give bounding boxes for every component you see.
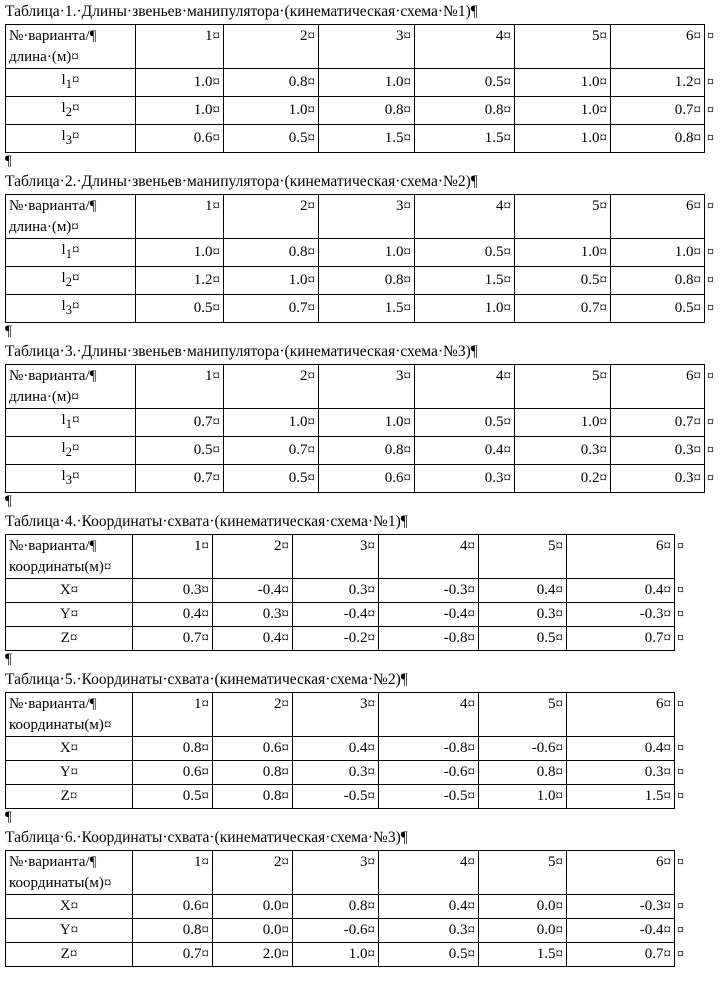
table-row [6, 579, 692, 603]
row-label-subscript: 3 [65, 133, 72, 147]
table-cell: -0.3¤ [567, 895, 675, 919]
table-cell: 0.8¤ [319, 437, 415, 465]
row-label: Z¤ [6, 627, 133, 651]
header-row [6, 195, 722, 239]
table-cell: 0.5¤ [136, 295, 224, 323]
table-cell: 0.0¤ [479, 919, 567, 943]
table-cell: 0.5¤ [224, 465, 319, 493]
table-cell: 0.6¤ [319, 465, 415, 493]
header-label-cell [6, 25, 136, 69]
column-header: 4¤ [379, 535, 479, 579]
header-label-line2: координаты(м)¤ [9, 559, 112, 575]
row-end-mark: ¤ [707, 471, 714, 486]
paragraph-mark: ¶ [5, 493, 12, 509]
column-header: 3¤ [319, 25, 415, 69]
table-cell: 0.5¤ [415, 409, 515, 437]
paragraph-mark: ¶ [5, 323, 12, 339]
table-cell: 0.4¤ [293, 737, 379, 761]
table-cell: 0.8¤ [293, 895, 379, 919]
header-row [6, 535, 692, 579]
table-cell: 0.2¤ [515, 465, 611, 493]
table-title: Таблица·6.·Координаты·схвата·(кинематическая·схема·№3)¶ [5, 829, 408, 846]
row-label: X¤ [6, 895, 133, 919]
row-label-cell-mark: ¤ [71, 412, 80, 428]
table-row [6, 295, 722, 323]
table-cell: 0.4¤ [415, 437, 515, 465]
table-row [6, 603, 692, 627]
header-row [6, 365, 722, 409]
row-end-mark: ¤ [707, 103, 714, 118]
table-cell: -0.4¤ [293, 603, 379, 627]
row-label: X¤ [6, 737, 133, 761]
table-cell: 2.0¤ [213, 943, 293, 967]
table-row [6, 409, 722, 437]
table-cell: 1.0¤ [136, 239, 224, 267]
column-header: 6¤ [611, 195, 705, 239]
table-cell: -0.3¤ [567, 603, 675, 627]
column-header: 2¤ [213, 535, 293, 579]
row-end-mark: ¤ [707, 273, 714, 288]
column-header: 6¤ [611, 365, 705, 409]
table-cell: 0.7¤ [224, 437, 319, 465]
row-label: Z¤ [6, 943, 133, 967]
table-row [6, 437, 722, 465]
row-end-mark: ¤ [677, 741, 684, 756]
row-end-mark: ¤ [707, 245, 714, 260]
table-title: Таблица·3.·Длины·звеньев·манипулятора·(кинематическая·схема·№3)¶ [5, 343, 478, 360]
table-cell: 0.6¤ [133, 761, 213, 785]
table-row [6, 919, 692, 943]
header-label-line1: №·варианта/¶ [9, 696, 97, 712]
row-label-cell-mark: ¤ [71, 100, 80, 116]
column-header: 5¤ [515, 25, 611, 69]
table-cell: 0.0¤ [479, 895, 567, 919]
row-end-mark: ¤ [707, 415, 714, 430]
row-label-cell-mark: ¤ [71, 468, 80, 484]
table-block-6 [0, 826, 725, 967]
table-cell: 0.5¤ [136, 437, 224, 465]
row-label [6, 267, 136, 295]
table-cell: 1.0¤ [319, 239, 415, 267]
table-cell: 0.8¤ [224, 69, 319, 97]
table-cell: 0.7¤ [133, 627, 213, 651]
table-row [6, 125, 722, 153]
table-cell: 0.4¤ [567, 737, 675, 761]
column-header: 1¤ [133, 535, 213, 579]
column-header: 4¤ [415, 365, 515, 409]
column-header: 5¤ [515, 195, 611, 239]
row-label-main: l [61, 128, 66, 144]
table-cell: -0.4¤ [213, 579, 293, 603]
row-label [6, 465, 136, 493]
column-header: 5¤ [479, 851, 567, 895]
paragraph-mark: ¶ [5, 651, 12, 667]
row-end-mark: ¤ [677, 583, 684, 598]
row-label-main: l [61, 412, 66, 428]
table-cell: 1.0¤ [515, 239, 611, 267]
row-end-mark: ¤ [677, 696, 684, 712]
table-row [6, 737, 692, 761]
table-cell: 0.3¤ [479, 603, 567, 627]
table-cell: 0.4¤ [213, 627, 293, 651]
table-cell: 0.7¤ [133, 943, 213, 967]
table-cell: 1.0¤ [293, 943, 379, 967]
table-cell: 0.7¤ [136, 409, 224, 437]
table-cell: 0.3¤ [293, 579, 379, 603]
row-end-mark: ¤ [707, 131, 714, 146]
table-cell: -0.2¤ [293, 627, 379, 651]
header-label-line1: №·варианта/¶ [9, 198, 97, 214]
table-cell: -0.6¤ [293, 919, 379, 943]
row-end-mark: ¤ [707, 443, 714, 458]
table-cell: 0.3¤ [611, 465, 705, 493]
table-block-4 [0, 510, 725, 668]
row-label [6, 409, 136, 437]
table-cell: 0.7¤ [567, 943, 675, 967]
column-header: 1¤ [133, 693, 213, 737]
header-label-line2: длина·(м)¤ [9, 219, 79, 235]
column-header: 3¤ [319, 365, 415, 409]
table-block-1 [0, 0, 725, 170]
table-cell: -0.4¤ [379, 603, 479, 627]
table-title: Таблица·4.·Координаты·схвата·(кинематическая·схема·№1)¶ [5, 513, 408, 530]
row-label [6, 437, 136, 465]
table-cell: 0.8¤ [213, 761, 293, 785]
data-table [5, 364, 722, 493]
table-cell: -0.6¤ [379, 761, 479, 785]
table-cell: 0.8¤ [224, 239, 319, 267]
column-header: 4¤ [415, 25, 515, 69]
table-cell: 1.0¤ [319, 69, 415, 97]
table-cell: 1.0¤ [515, 409, 611, 437]
column-header: 3¤ [319, 195, 415, 239]
table-cell: 0.5¤ [415, 69, 515, 97]
header-label-line2: длина·(м)¤ [9, 389, 79, 405]
table-cell: 0.7¤ [611, 409, 705, 437]
row-label-subscript: 3 [65, 473, 72, 487]
table-cell: 0.8¤ [611, 125, 705, 153]
header-label-cell [6, 365, 136, 409]
row-label-main: l [61, 468, 66, 484]
table-cell: 0.8¤ [415, 97, 515, 125]
column-header: 4¤ [415, 195, 515, 239]
row-label [6, 295, 136, 323]
column-header: 1¤ [136, 365, 224, 409]
row-end-mark: ¤ [707, 28, 714, 44]
paragraph-mark: ¶ [5, 153, 12, 169]
table-cell: 0.3¤ [379, 919, 479, 943]
row-label-cell-mark: ¤ [71, 298, 80, 314]
table-cell: 0.5¤ [224, 125, 319, 153]
table-cell: 0.4¤ [379, 895, 479, 919]
table-cell: 0.8¤ [319, 267, 415, 295]
table-cell: -0.8¤ [379, 737, 479, 761]
table-cell: 0.5¤ [515, 267, 611, 295]
table-cell: 0.3¤ [133, 579, 213, 603]
header-label-line1: №·варианта/¶ [9, 28, 97, 44]
row-end-mark: ¤ [707, 301, 714, 316]
column-header: 6¤ [567, 535, 675, 579]
table-cell: -0.6¤ [479, 737, 567, 761]
row-label-subscript: 2 [65, 445, 72, 459]
table-cell: 1.0¤ [224, 267, 319, 295]
table-cell: 0.7¤ [224, 295, 319, 323]
table-cell: 1.0¤ [515, 125, 611, 153]
header-row [6, 25, 722, 69]
table-cell: 0.0¤ [213, 895, 293, 919]
table-cell: 1.2¤ [136, 267, 224, 295]
row-label [6, 97, 136, 125]
header-label-cell [6, 535, 133, 579]
table-cell: 1.5¤ [567, 785, 675, 809]
table-cell: 0.3¤ [415, 465, 515, 493]
column-header: 4¤ [379, 693, 479, 737]
row-label-subscript: 1 [65, 417, 72, 431]
table-row [6, 895, 692, 919]
table-cell: 0.3¤ [567, 761, 675, 785]
table-row [6, 943, 692, 967]
row-label-cell-mark: ¤ [71, 128, 80, 144]
column-header: 5¤ [515, 365, 611, 409]
table-title: Таблица·2.·Длины·звеньев·манипулятора·(кинематическая·схема·№2)¶ [5, 173, 478, 190]
row-label-subscript: 2 [65, 275, 72, 289]
table-cell: 1.5¤ [319, 125, 415, 153]
table-cell: 1.0¤ [415, 295, 515, 323]
data-table [5, 692, 692, 809]
table-cell: 0.3¤ [213, 603, 293, 627]
table-cell: 0.0¤ [213, 919, 293, 943]
row-label-subscript: 1 [65, 247, 72, 261]
table-cell: -0.4¤ [567, 919, 675, 943]
table-row [6, 785, 692, 809]
header-row [6, 693, 692, 737]
column-header: 6¤ [567, 851, 675, 895]
table-block-5 [0, 668, 725, 826]
column-header: 1¤ [136, 25, 224, 69]
table-cell: 1.0¤ [515, 97, 611, 125]
column-header: 2¤ [213, 851, 293, 895]
row-label: Z¤ [6, 785, 133, 809]
row-end-mark: ¤ [677, 607, 684, 622]
row-label-subscript: 1 [65, 77, 72, 91]
header-row [6, 851, 692, 895]
row-label: X¤ [6, 579, 133, 603]
table-cell: 0.8¤ [133, 737, 213, 761]
table-title: Таблица·1.·Длины·звеньев·манипулятора·(кинематическая·схема·№1)¶ [5, 3, 478, 20]
row-label-cell-mark: ¤ [71, 270, 80, 286]
header-label-line1: №·варианта/¶ [9, 538, 97, 554]
header-label-line2: длина·(м)¤ [9, 49, 79, 65]
row-end-mark: ¤ [707, 198, 714, 214]
column-header: 5¤ [479, 535, 567, 579]
header-label-cell [6, 693, 133, 737]
table-cell: 0.3¤ [515, 437, 611, 465]
table-cell: 0.8¤ [611, 267, 705, 295]
column-header: 2¤ [224, 25, 319, 69]
table-cell: 0.7¤ [611, 97, 705, 125]
table-cell: 0.7¤ [136, 465, 224, 493]
column-header: 2¤ [224, 365, 319, 409]
table-row [6, 239, 722, 267]
table-cell: 1.0¤ [224, 97, 319, 125]
data-table [5, 850, 692, 967]
header-label-line1: №·варианта/¶ [9, 368, 97, 384]
table-cell: 1.2¤ [611, 69, 705, 97]
column-header: 3¤ [293, 851, 379, 895]
row-label: Y¤ [6, 603, 133, 627]
table-block-3 [0, 340, 725, 510]
table-title: Таблица·5.·Координаты·схвата·(кинематическая·схема·№2)¶ [5, 671, 408, 688]
table-row [6, 761, 692, 785]
row-end-mark: ¤ [707, 75, 714, 90]
row-label-subscript: 2 [65, 105, 72, 119]
table-row [6, 465, 722, 493]
table-cell: 1.0¤ [319, 409, 415, 437]
table-cell: 1.0¤ [515, 69, 611, 97]
table-cell: 1.5¤ [415, 267, 515, 295]
table-cell: -0.3¤ [379, 579, 479, 603]
table-cell: 1.0¤ [611, 239, 705, 267]
table-cell: 0.3¤ [293, 761, 379, 785]
column-header: 6¤ [567, 693, 675, 737]
column-header: 1¤ [133, 851, 213, 895]
table-cell: 0.4¤ [479, 579, 567, 603]
data-table [5, 534, 692, 651]
header-label-line2: координаты(м)¤ [9, 875, 112, 891]
column-header: 3¤ [293, 693, 379, 737]
row-end-mark: ¤ [677, 765, 684, 780]
header-label-cell [6, 851, 133, 895]
table-cell: 1.0¤ [479, 785, 567, 809]
table-cell: 0.5¤ [611, 295, 705, 323]
column-header: 1¤ [136, 195, 224, 239]
header-label-cell [6, 195, 136, 239]
header-label-line1: №·варианта/¶ [9, 854, 97, 870]
table-row [6, 267, 722, 295]
row-end-mark: ¤ [677, 923, 684, 938]
table-cell: 1.5¤ [415, 125, 515, 153]
table-cell: 0.7¤ [567, 627, 675, 651]
row-label-cell-mark: ¤ [71, 242, 80, 258]
table-cell: 0.5¤ [133, 785, 213, 809]
row-end-mark: ¤ [677, 631, 684, 646]
row-label [6, 125, 136, 153]
paragraph-mark: ¶ [5, 809, 12, 825]
row-label [6, 239, 136, 267]
row-label-main: l [61, 100, 66, 116]
table-row [6, 97, 722, 125]
table-cell: 0.6¤ [133, 895, 213, 919]
row-label-main: l [61, 298, 66, 314]
row-end-mark: ¤ [707, 368, 714, 384]
table-cell: 1.0¤ [224, 409, 319, 437]
row-end-mark: ¤ [677, 854, 684, 870]
table-cell: 0.6¤ [213, 737, 293, 761]
column-header: 3¤ [293, 535, 379, 579]
header-label-line2: координаты(м)¤ [9, 717, 112, 733]
table-cell: 1.5¤ [319, 295, 415, 323]
table-cell: 0.8¤ [319, 97, 415, 125]
column-header: 2¤ [224, 195, 319, 239]
table-cell: -0.5¤ [379, 785, 479, 809]
table-cell: -0.8¤ [379, 627, 479, 651]
row-label-main: l [61, 72, 66, 88]
table-cell: 0.3¤ [611, 437, 705, 465]
row-label [6, 69, 136, 97]
table-cell: 0.8¤ [213, 785, 293, 809]
row-end-mark: ¤ [677, 947, 684, 962]
row-label-main: l [61, 270, 66, 286]
table-cell: 0.4¤ [567, 579, 675, 603]
table-cell: 0.5¤ [379, 943, 479, 967]
row-label: Y¤ [6, 761, 133, 785]
column-header: 4¤ [379, 851, 479, 895]
data-table [5, 194, 722, 323]
table-row [6, 69, 722, 97]
row-label-main: l [61, 440, 66, 456]
table-cell: 0.4¤ [133, 603, 213, 627]
row-label-main: l [61, 242, 66, 258]
table-cell: 1.0¤ [136, 69, 224, 97]
table-cell: 0.7¤ [515, 295, 611, 323]
row-label: Y¤ [6, 919, 133, 943]
table-cell: 0.8¤ [479, 761, 567, 785]
table-cell: 0.5¤ [479, 627, 567, 651]
table-cell: 0.6¤ [136, 125, 224, 153]
table-cell: 1.0¤ [136, 97, 224, 125]
data-table [5, 24, 722, 153]
row-label-cell-mark: ¤ [71, 72, 80, 88]
table-cell: 0.5¤ [415, 239, 515, 267]
table-cell: 1.5¤ [479, 943, 567, 967]
table-cell: 0.8¤ [133, 919, 213, 943]
row-label-cell-mark: ¤ [71, 440, 80, 456]
column-header: 2¤ [213, 693, 293, 737]
table-row [6, 627, 692, 651]
row-label-subscript: 3 [65, 303, 72, 317]
row-end-mark: ¤ [677, 789, 684, 804]
row-end-mark: ¤ [677, 899, 684, 914]
row-end-mark: ¤ [677, 538, 684, 554]
table-block-2 [0, 170, 725, 340]
column-header: 6¤ [611, 25, 705, 69]
table-cell: -0.5¤ [293, 785, 379, 809]
column-header: 5¤ [479, 693, 567, 737]
